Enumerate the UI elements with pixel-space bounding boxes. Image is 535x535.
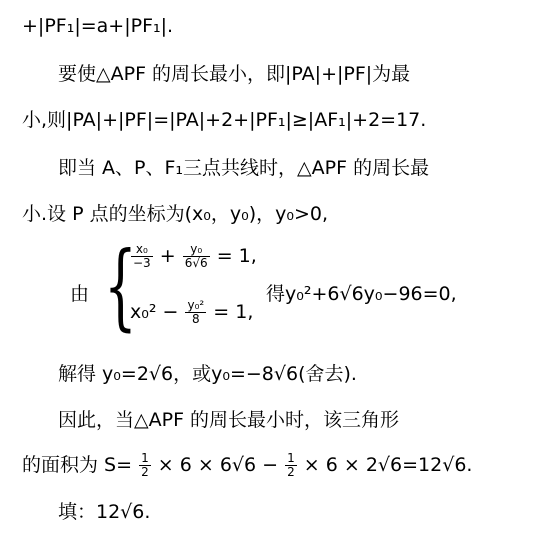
fraction-numerator: y₀ (183, 243, 210, 257)
line-1: +|PF₁|=a+|PF₁|. (22, 15, 174, 37)
equation-2-rhs: = 1, (213, 301, 254, 323)
equation-2-lhs: x₀² − (130, 301, 179, 323)
area-prefix: 的面积为 S= (22, 454, 133, 476)
fraction-denominator: 6√6 (184, 256, 208, 270)
line-5: 小.设 P 点的坐标为(x₀，y₀)，y₀>0, (22, 203, 329, 225)
line-7: 因此，当△APF 的周长最小时，该三角形 (58, 409, 400, 431)
line-8-area (22, 452, 472, 479)
fraction-one-half (285, 452, 297, 479)
system-result: 得y₀²+6√6y₀−96=0, (266, 283, 457, 305)
fraction-numerator: 1 (287, 451, 295, 465)
area-middle: × 6 × 6√6 − (157, 454, 279, 476)
fraction-y0-over-6root6 (183, 243, 210, 270)
fraction-y0sq-over-8 (185, 299, 206, 326)
fraction-denominator: 2 (141, 465, 149, 479)
fraction-one-half (139, 452, 151, 479)
fraction-denominator: 2 (287, 465, 295, 479)
fraction-x0-over-minus3 (131, 243, 153, 270)
fraction-numerator: x₀ (131, 243, 153, 257)
fraction-denominator: 8 (192, 312, 200, 326)
line-2: 要使△APF 的周长最小，即|PA|+|PF|为最 (58, 63, 411, 85)
answer-line: 填：12√6. (58, 501, 151, 523)
equation-system (22, 232, 535, 347)
fraction-numerator: y₀² (187, 298, 205, 312)
equation-1-rhs: = 1, (216, 245, 257, 267)
left-brace: { (104, 232, 137, 341)
system-equation-2 (130, 299, 253, 326)
fraction-numerator: 1 (141, 451, 149, 465)
fraction-denominator: −3 (133, 256, 151, 270)
system-equation-1 (130, 243, 257, 270)
area-suffix: × 6 × 2√6=12√6. (303, 454, 473, 476)
system-prefix: 由 (70, 283, 90, 305)
plus-sign: + (159, 245, 176, 267)
line-6: 解得 y₀=2√6，或y₀=−8√6(舍去). (58, 363, 357, 385)
line-3: 小,则|PA|+|PF|=|PA|+2+|PF₁|≥|AF₁|+2=17. (22, 109, 427, 131)
line-4: 即当 A、P、F₁三点共线时，△APF 的周长最 (58, 157, 430, 179)
